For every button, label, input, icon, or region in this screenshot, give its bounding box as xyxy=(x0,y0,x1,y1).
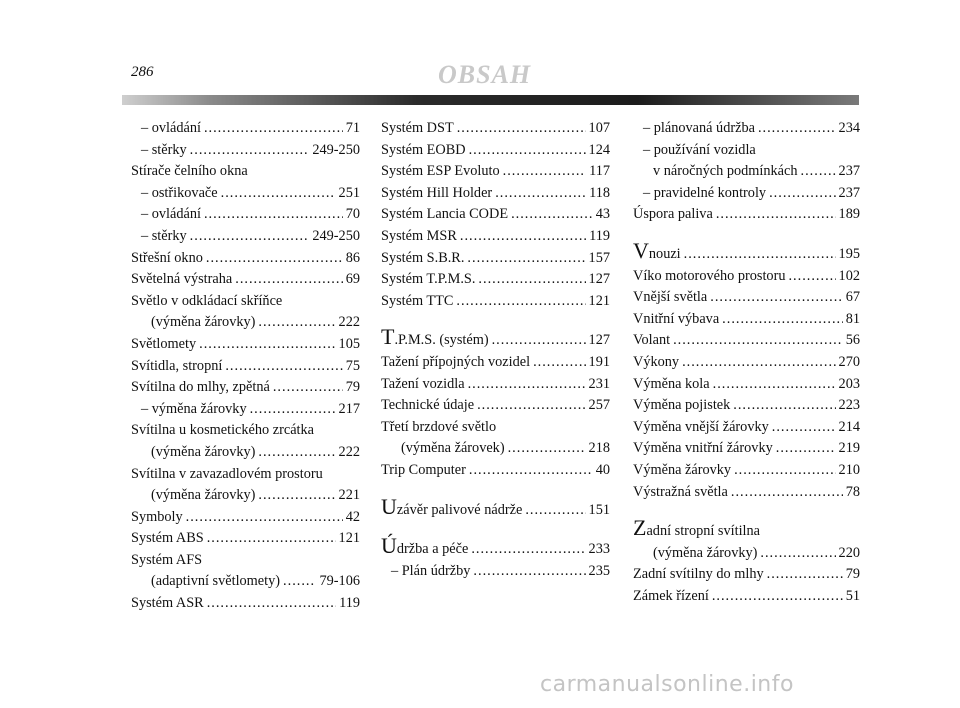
entry-page: 107 xyxy=(588,120,610,136)
dot-leader xyxy=(258,442,335,464)
index-column-2 xyxy=(381,118,610,582)
dot-leader xyxy=(716,204,836,226)
entry-label: Systém EOBD xyxy=(381,141,466,158)
entry-label: Systém ESP Evoluto xyxy=(381,163,500,180)
entry-page: 235 xyxy=(588,562,610,579)
entry-page: 121 xyxy=(588,292,610,309)
dot-leader xyxy=(684,244,836,266)
entry-label: Tažení přípojných vozidel xyxy=(381,353,531,370)
index-entry xyxy=(131,248,360,270)
index-entry xyxy=(381,460,610,482)
dot-leader xyxy=(207,528,336,550)
entry-page: 217 xyxy=(338,400,360,417)
entry-page: 223 xyxy=(838,397,860,414)
index-entry xyxy=(131,204,360,226)
entry-page: 56 xyxy=(845,332,860,349)
entry-label: Úspora paliva xyxy=(633,206,713,223)
dot-leader xyxy=(525,500,585,522)
entry-label: Vnější světla xyxy=(633,289,708,306)
dot-leader xyxy=(469,460,593,482)
entry-page: 249-250 xyxy=(312,141,360,158)
entry-page: 219 xyxy=(838,440,860,457)
entry-page: 81 xyxy=(845,310,860,327)
entry-label: – stěrky xyxy=(141,141,187,158)
index-entry xyxy=(131,183,360,205)
entry-label: Víko motorového prostoru xyxy=(633,267,786,284)
entry-label: – používání vozidla xyxy=(643,141,756,158)
entry-label-continued: (výměna žárovky) xyxy=(653,544,758,561)
dot-leader xyxy=(722,309,843,331)
entry-label: – stěrky xyxy=(141,227,187,244)
index-entry xyxy=(633,460,860,482)
dot-leader xyxy=(204,118,343,140)
dot-leader xyxy=(190,226,310,248)
index-entry xyxy=(381,140,610,162)
dot-leader xyxy=(473,561,585,583)
entry-page: 221 xyxy=(338,487,360,504)
entry-page: 151 xyxy=(588,501,610,518)
entry-label: Systém T.P.M.S. xyxy=(381,271,476,288)
dot-leader xyxy=(478,269,585,291)
index-entry xyxy=(633,330,860,352)
index-entry xyxy=(131,226,360,248)
dot-leader xyxy=(731,482,843,504)
dot-leader xyxy=(673,330,843,352)
entry-label: Světelná výstraha xyxy=(131,271,233,288)
dot-leader xyxy=(221,183,336,205)
dot-leader xyxy=(186,507,343,529)
entry-page: 78 xyxy=(845,483,860,500)
entry-page: 195 xyxy=(838,245,860,262)
index-entry xyxy=(633,352,860,374)
index-entry xyxy=(381,493,610,522)
dot-leader xyxy=(760,543,835,565)
entry-page: 40 xyxy=(595,461,610,478)
entry-label: Třetí brzdové světlo xyxy=(381,418,497,435)
entry-label-continued: (výměna žárovky) xyxy=(151,314,256,331)
index-entry xyxy=(381,326,610,352)
dot-leader xyxy=(758,118,836,140)
entry-label: – ovládání xyxy=(141,206,201,223)
entry-page: 118 xyxy=(589,184,610,201)
entry-label: Svítidla, stropní xyxy=(131,357,223,374)
entry-label: nouzi xyxy=(648,245,681,262)
dot-leader xyxy=(801,161,836,183)
index-entry xyxy=(381,561,610,583)
entry-page: 234 xyxy=(838,120,860,136)
dot-leader xyxy=(772,417,836,439)
index-entry xyxy=(633,438,860,460)
entry-label: Systém S.B.R. xyxy=(381,249,465,266)
entry-label: Výměna vnitřní žárovky xyxy=(633,440,773,457)
entry-page: 222 xyxy=(338,314,360,331)
entry-label: Svítilna u kosmetického zrcátka xyxy=(131,422,315,439)
section-letter: Ú xyxy=(381,533,397,559)
entry-label: Systém Lancia CODE xyxy=(381,206,509,223)
entry-page: 270 xyxy=(838,353,860,370)
entry-page: 79 xyxy=(345,379,360,396)
dot-leader xyxy=(467,248,585,270)
entry-label: adní stropní svítilna xyxy=(646,523,761,540)
entry-label: držba a péče xyxy=(396,541,469,558)
entry-label: – ovládání xyxy=(141,120,201,136)
entry-label: Systém TTC xyxy=(381,292,454,309)
entry-label: Technické údaje xyxy=(381,397,475,414)
dot-leader xyxy=(769,183,835,205)
entry-label: Systém DST xyxy=(381,120,454,136)
entry-label-continued: (výměna žárovky) xyxy=(151,443,256,460)
entry-label: Zadní svítilny do mlhy xyxy=(633,566,764,583)
dot-leader xyxy=(471,539,585,561)
entry-page: 237 xyxy=(838,163,860,180)
dot-leader xyxy=(495,183,586,205)
entry-page: 75 xyxy=(345,357,360,374)
entry-label: Tažení vozidla xyxy=(381,375,465,392)
page-number: 286 xyxy=(131,64,154,80)
index-entry xyxy=(381,183,610,205)
entry-page: 218 xyxy=(588,440,610,457)
entry-page: 70 xyxy=(345,206,360,223)
index-entry xyxy=(131,118,360,140)
index-entry xyxy=(633,118,860,140)
entry-label: Systém AFS xyxy=(131,551,203,568)
index-entry xyxy=(381,352,610,374)
entry-label: Trip Computer xyxy=(381,461,466,478)
entry-label: závěr palivové nádrže xyxy=(396,501,523,518)
entry-page: 51 xyxy=(845,587,860,604)
header-band xyxy=(122,95,859,105)
entry-label-continued: (adaptivní světlomety) xyxy=(151,573,281,590)
entry-page: 251 xyxy=(338,184,360,201)
entry-label: Výměna vnější žárovky xyxy=(633,418,769,435)
dot-leader xyxy=(199,334,335,356)
index-entry xyxy=(381,204,610,226)
dot-leader xyxy=(258,312,335,334)
index-entry xyxy=(633,183,860,205)
entry-label: – pravidelné kontroly xyxy=(643,184,767,201)
entry-label: Volant xyxy=(633,332,671,349)
dot-leader xyxy=(733,395,835,417)
index-entry xyxy=(131,356,360,378)
dot-leader xyxy=(508,438,586,460)
entry-label: Systém ASR xyxy=(131,595,204,612)
index-entry xyxy=(633,204,860,226)
index-entry xyxy=(381,417,610,460)
index-entry xyxy=(633,287,860,309)
index-entry xyxy=(381,118,610,140)
section-letter: Z xyxy=(633,515,647,541)
entry-page: 79-106 xyxy=(319,573,360,590)
entry-page: 231 xyxy=(588,375,610,392)
entry-page: 237 xyxy=(838,184,860,201)
entry-page: 117 xyxy=(589,163,610,180)
entry-page: 79 xyxy=(845,566,860,583)
index-entry xyxy=(633,374,860,396)
entry-page: 71 xyxy=(345,120,360,136)
entry-label-continued: v náročných podmínkách xyxy=(653,163,798,180)
entry-page: 127 xyxy=(588,332,610,349)
index-entry xyxy=(131,377,360,399)
entry-label: Světlomety xyxy=(131,335,197,352)
index-entry xyxy=(381,291,610,313)
entry-label: Zámek řízení xyxy=(633,587,709,604)
dot-leader xyxy=(533,352,585,374)
dot-leader xyxy=(468,374,586,396)
dot-leader xyxy=(511,204,593,226)
dot-leader xyxy=(206,248,343,270)
entry-label: Systém ABS xyxy=(131,530,204,547)
entry-label: Vnitřní výbava xyxy=(633,310,720,327)
dot-leader xyxy=(207,593,336,615)
index-entry xyxy=(131,550,360,593)
dot-leader xyxy=(190,140,310,162)
index-column-3 xyxy=(633,118,860,607)
entry-label: Symboly xyxy=(131,508,183,525)
entry-label: Výměna kola xyxy=(633,375,710,392)
entry-page: 127 xyxy=(588,271,610,288)
index-entry xyxy=(633,417,860,439)
section-letter: U xyxy=(381,493,397,519)
index-entry xyxy=(131,334,360,356)
entry-page: 119 xyxy=(589,227,610,244)
entry-page: 191 xyxy=(588,353,610,370)
index-entry xyxy=(381,535,610,561)
section-letter: T xyxy=(381,324,395,350)
entry-label: – Plán údržby xyxy=(391,562,471,579)
entry-page: 203 xyxy=(838,375,860,392)
entry-page: 102 xyxy=(838,267,860,284)
dot-leader xyxy=(734,460,835,482)
entry-page: 86 xyxy=(345,249,360,266)
entry-page: 249-250 xyxy=(312,227,360,244)
section-title: OBSAH xyxy=(438,60,532,89)
index-entry xyxy=(131,464,360,507)
index-entry xyxy=(633,140,860,183)
entry-label: – plánovaná údržba xyxy=(643,120,755,136)
dot-leader xyxy=(469,140,586,162)
index-column-1 xyxy=(131,118,360,615)
entry-page: 124 xyxy=(588,141,610,158)
dot-leader xyxy=(250,399,336,421)
dot-leader xyxy=(713,374,836,396)
entry-label: – výměna žárovky xyxy=(141,400,247,417)
index-entry xyxy=(633,482,860,504)
entry-page: 189 xyxy=(838,206,860,223)
index-entry xyxy=(633,266,860,288)
entry-page: 157 xyxy=(588,249,610,266)
entry-page: 257 xyxy=(588,397,610,414)
index-entry xyxy=(381,269,610,291)
entry-label: Světlo v odkládací skříňce xyxy=(131,292,283,309)
index-entry xyxy=(381,226,610,248)
entry-label: Výměna pojistek xyxy=(633,397,731,414)
index-entry xyxy=(633,586,860,608)
entry-page: 105 xyxy=(338,335,360,352)
entry-page: 69 xyxy=(345,271,360,288)
entry-page: 42 xyxy=(345,508,360,525)
dot-leader xyxy=(460,226,586,248)
index-entry xyxy=(131,399,360,421)
entry-label: .P.M.S. (systém) xyxy=(394,332,489,349)
dot-leader xyxy=(477,395,585,417)
entry-page: 233 xyxy=(588,541,610,558)
index-entry xyxy=(633,237,860,266)
entry-label-continued: (výměna žárovky) xyxy=(151,487,256,504)
dot-leader xyxy=(710,287,842,309)
index-entry xyxy=(381,161,610,183)
dot-leader xyxy=(225,356,342,378)
index-entry xyxy=(131,420,360,463)
entry-page: 222 xyxy=(338,443,360,460)
entry-label: Svítilna v zavazadlovém prostoru xyxy=(131,465,323,482)
entry-page: 119 xyxy=(339,595,360,612)
entry-label: – ostřikovače xyxy=(141,184,218,201)
entry-label: Výstražná světla xyxy=(633,483,728,500)
section-letter: V xyxy=(633,237,649,263)
index-entry xyxy=(131,507,360,529)
entry-label-continued: (výměna žárovek) xyxy=(401,440,505,457)
entry-label: Stírače čelního okna xyxy=(131,163,248,180)
entry-label: Systém Hill Holder xyxy=(381,184,493,201)
dot-leader xyxy=(283,571,316,593)
index-entry xyxy=(633,309,860,331)
index-entry xyxy=(381,374,610,396)
index-entry xyxy=(381,395,610,417)
dot-leader xyxy=(682,352,835,374)
entry-label: Systém MSR xyxy=(381,227,457,244)
index-entry xyxy=(131,269,360,291)
dot-leader xyxy=(503,161,586,183)
watermark: carmanualsonline.info xyxy=(540,672,794,697)
entry-page: 214 xyxy=(838,418,860,435)
entry-page: 121 xyxy=(338,530,360,547)
dot-leader xyxy=(235,269,342,291)
dot-leader xyxy=(457,118,586,140)
index-entry xyxy=(131,291,360,334)
entry-label: Výměna žárovky xyxy=(633,461,732,478)
dot-leader xyxy=(204,204,343,226)
index-entry xyxy=(381,248,610,270)
entry-page: 43 xyxy=(595,206,610,223)
dot-leader xyxy=(776,438,836,460)
dot-leader xyxy=(788,266,835,288)
dot-leader xyxy=(767,564,843,586)
index-entry xyxy=(131,161,360,183)
dot-leader xyxy=(258,485,335,507)
index-entry xyxy=(633,564,860,586)
index-entry xyxy=(633,395,860,417)
entry-page: 210 xyxy=(838,461,860,478)
entry-page: 67 xyxy=(845,289,860,306)
index-entry xyxy=(131,593,360,615)
dot-leader xyxy=(492,330,586,352)
dot-leader xyxy=(273,377,343,399)
entry-label: Střešní okno xyxy=(131,249,203,266)
entry-label: Svítilna do mlhy, zpětná xyxy=(131,379,270,396)
entry-page: 220 xyxy=(838,544,860,561)
index-entry xyxy=(633,517,860,564)
index-entry xyxy=(131,140,360,162)
dot-leader xyxy=(712,586,843,608)
entry-label: Výkony xyxy=(633,353,680,370)
dot-leader xyxy=(456,291,585,313)
index-entry xyxy=(131,528,360,550)
